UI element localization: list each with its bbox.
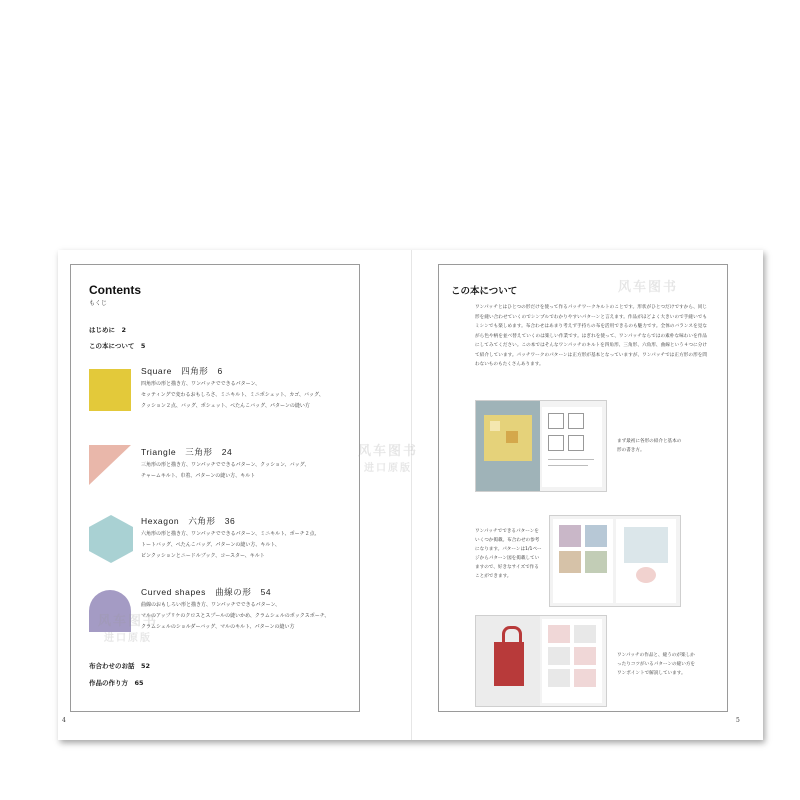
watermark-line-1: 风车图书	[358, 444, 419, 459]
page-number-left: 4	[62, 717, 66, 724]
watermark-line-1: 风车图书	[98, 614, 159, 629]
square-swatch	[89, 369, 131, 411]
preview-cover-page	[476, 401, 540, 491]
triangle-swatch	[89, 445, 131, 485]
about-body-text: ワンパッチとはひとつの形だけを使って作るパッチワークキルトのことです。形状がひとつだけですから、同じ形を縫い合わせていくのでシンプルでわかりやすいパターンと言えます。作品がほどよく大きいので手縫いでもミシンでも楽しめます。布合わせはあまり考えず手持ちの布を活用できるのも魅力です。全体のバランスを見ながら色や柄を並べ替えていくのは楽しい作業です。はぎれを使って、ワンパッチならではの素朴な味わいを作品にしてみてください。この本ではそんなワンパッチのキルトを四角形、三角形、六角形、曲線という４つに分けて紹介しています。パッチワークのパターンは正方形が基本となっていますが、ワンパッチでは正方形の形を問わないものもたくさんあります。	[475, 305, 707, 367]
section-curved-description	[141, 600, 356, 633]
preview-steps-page	[542, 619, 602, 703]
diagram-text-line	[548, 459, 594, 460]
section-square-desc-line: セッティングで変わるおもしろさ、ミニキルト、ミニポシェット、カゴ、バッグ、	[141, 392, 324, 398]
caption-2: ワンパッチでできるパターンをいくつか掲載。布合わせの参考になります。パターンは1/1ページからパターン図を掲載していますので、好きなサイズで作ることができます。	[475, 529, 542, 579]
section-hexagon-title: Hexagon 六角形 36	[141, 516, 236, 526]
preview-diagram-page	[542, 407, 602, 487]
contents-page	[70, 264, 360, 712]
section-hexagon-desc-line: 六角形の形と描き方、ワンパッチでできるパターン、ミニキルト、ポーチ２点、	[141, 531, 320, 537]
red-bag-handle	[502, 626, 522, 647]
section-triangle-desc-line: チャームキルト、巾着、パターンの縫い方、キルト	[141, 473, 256, 479]
spread-preview-photo-2	[549, 515, 681, 607]
section-curved-desc-line: マルのアップリケのクロスとスプールの縫いかめ、クラムシェルのボックスポーチ、	[141, 613, 330, 619]
square-shape-icon	[89, 369, 131, 411]
section-triangle-description	[141, 460, 356, 482]
hexagon-shape-icon	[89, 515, 133, 563]
diagram-text-line	[548, 465, 588, 466]
diagram-square	[568, 435, 584, 451]
step-image	[548, 625, 570, 643]
toc-entry-fabric-talk: 布合わせのお話 52	[89, 662, 151, 670]
section-square-title: Square 四角形 6	[141, 366, 223, 376]
pattern-block	[559, 525, 581, 547]
section-curved-desc-line: 曲線のおもしろい形と描き方、ワンパッチでできるパターン、	[141, 602, 281, 608]
preview-patch	[490, 421, 500, 431]
section-hexagon-desc-line: トートバッグ、ぺたんこバッグ、パターンの縫い方、キルト、	[141, 542, 280, 548]
pattern-block	[559, 551, 581, 573]
step-image	[574, 625, 596, 643]
toc-entry-how-to-make: 作品の作り方 65	[89, 679, 144, 687]
watermark-line-1: 风车图书	[618, 280, 679, 295]
preview-bag-photo	[476, 616, 540, 706]
hexagon-flower-preview	[636, 567, 656, 583]
step-image	[548, 647, 570, 665]
contents-subtitle: もくじ	[89, 300, 108, 307]
watermark-center	[358, 440, 418, 474]
book-gutter	[411, 250, 412, 740]
section-curved-desc-line: クラムシェルのショルダーバッグ、マルのキルト、パターンの縫い方	[141, 624, 295, 630]
diagram-square	[548, 435, 564, 451]
section-triangle-title: Triangle 三角形 24	[141, 447, 233, 457]
section-square-desc-line: クッション２点、バッグ、ポシェット、ぺたんこバッグ、パターンの縫い方	[141, 403, 310, 409]
contents-title: Contents	[89, 283, 141, 297]
section-triangle-desc-line: 三角形の形と描き方、ワンパッチでできるパターン、クッション、バッグ、	[141, 462, 310, 468]
section-hexagon-desc-line: ピンクッションとニードルブック、コースター、キルト	[141, 553, 265, 559]
section-hexagon-description	[141, 529, 356, 562]
preview-patch	[506, 431, 518, 443]
step-image	[548, 669, 570, 687]
caption-3: ワンパッチの作品と、縫うのが楽しかったりコツがいるパターンの縫い方をワンポイントで解説しています。	[617, 653, 696, 676]
section-curved-title: Curved shapes 曲線の形 54	[141, 587, 272, 597]
spread-preview-photo-3	[475, 615, 607, 707]
diagram-square	[548, 413, 564, 429]
about-title: この本について	[451, 286, 518, 297]
toc-entry-about-this-book: この本について 5	[89, 342, 146, 350]
preview-patterns-page	[553, 519, 613, 603]
step-image	[574, 647, 596, 665]
about-page	[438, 264, 728, 712]
hexagon-swatch	[89, 515, 133, 563]
watermark-line-2: 进口原版	[364, 463, 412, 474]
watermark-line-2: 进口原版	[104, 633, 152, 644]
caption-1: まず最初に各形の紹介と基本の形の書き方。	[617, 439, 682, 453]
red-bag	[494, 642, 524, 686]
diagram-square	[568, 413, 584, 429]
section-square-desc-line: 四角形の形と描き方、ワンパッチでできるパターン、	[141, 381, 261, 387]
toc-entry-introduction: はじめに 2	[89, 326, 127, 334]
book-spread	[58, 250, 763, 740]
section-square-description	[141, 379, 356, 412]
preview-hexagon-page	[616, 519, 676, 603]
spread-preview-photo-1	[475, 400, 607, 492]
page-number-right: 5	[736, 717, 740, 724]
curved-shape-icon	[89, 590, 131, 632]
hexagon-quilt-preview	[624, 527, 668, 563]
step-image	[574, 669, 596, 687]
pattern-block	[585, 525, 607, 547]
triangle-shape-icon	[89, 445, 131, 485]
curved-swatch	[89, 590, 131, 632]
pattern-block	[585, 551, 607, 573]
